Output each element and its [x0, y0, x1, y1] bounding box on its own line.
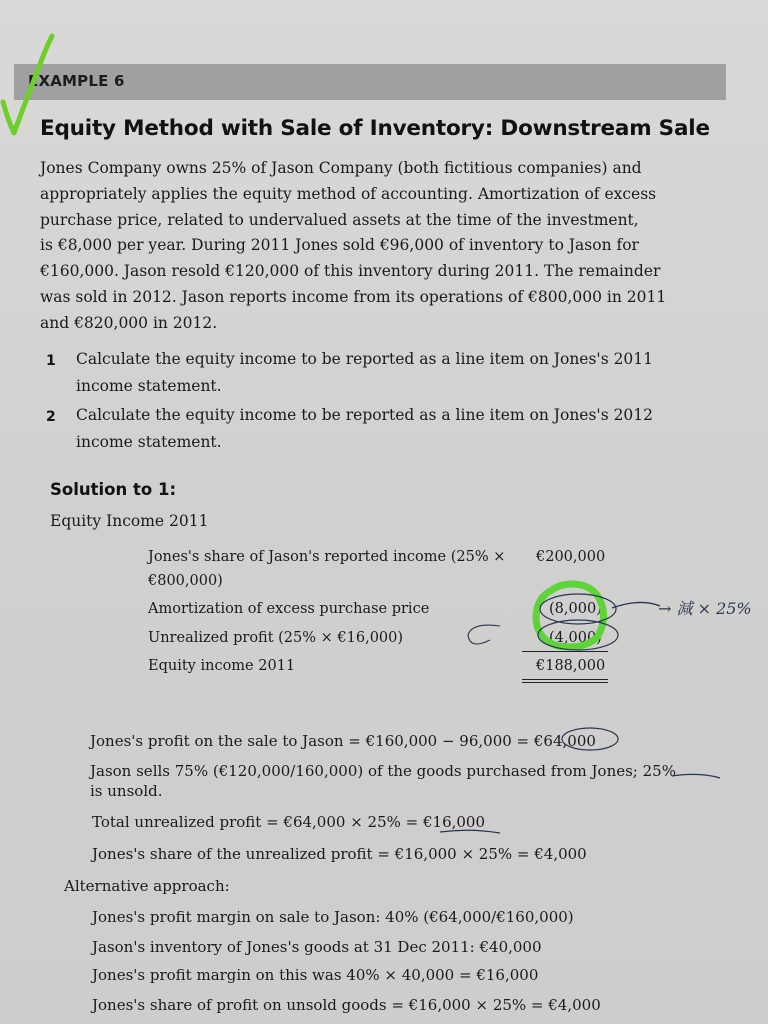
paragraph-line: appropriately applies the equity method of accounting. Amortization of excess	[40, 184, 657, 203]
total-double-rule	[522, 679, 608, 680]
note-line: Jones's share of profit on unsold goods = €16,000 × 25% = €4,000	[92, 996, 601, 1014]
table-row-label-cont: €800,000)	[148, 573, 223, 589]
note-line: Jones's profit on the sale to Jason = €160,000 − 96,000 = €64,000	[90, 732, 596, 750]
table-row-amount: €200,000	[536, 549, 606, 565]
note-line: is unsold.	[90, 782, 163, 800]
total-double-rule	[522, 682, 608, 683]
table-row-amount: €188,000	[536, 658, 606, 674]
paragraph-line: was sold in 2012. Jason reports income from its operations of €800,000 in 2011	[40, 287, 667, 306]
arrow-icon	[612, 602, 660, 608]
question-number: 2	[46, 409, 56, 425]
note-line: Total unrealized profit = €64,000 × 25% = €16,000	[92, 813, 486, 831]
note-line: Jones's profit margin on sale to Jason: 40% (€64,000/€160,000)	[92, 908, 574, 926]
table-row-amount: (8,000)	[549, 601, 602, 617]
alternative-heading: Alternative approach:	[64, 877, 230, 895]
table-row-label: Equity income 2011	[148, 658, 296, 674]
example-label: EXAMPLE 6	[28, 72, 125, 90]
pen-underline-icon	[672, 774, 720, 778]
question-text: Calculate the equity income to be reported as a line item on Jones's 2011 income statement.	[76, 350, 654, 395]
paragraph-line: is €8,000 per year. During 2011 Jones sold €96,000 of inventory to Jason for	[40, 236, 639, 255]
paragraph-line: purchase price, related to undervalued assets at the time of the investment,	[40, 210, 639, 229]
paragraph-line: Jones Company owns 25% of Jason Company (both fictitious companies) and	[40, 159, 642, 177]
paragraph-line: and €820,000 in 2012.	[40, 313, 218, 332]
solution-heading: Solution to 1:	[50, 480, 177, 499]
table-row-label: Jones's share of Jason's reported income (25% ×	[148, 549, 506, 565]
example-title: Equity Method with Sale of Inventory: Downstream Sale	[40, 116, 710, 141]
pen-scribble-icon	[468, 625, 500, 644]
note-line: Jason's inventory of Jones's goods at 31 Dec 2011: €40,000	[92, 938, 542, 956]
table-row-amount: (4,000)	[549, 630, 602, 646]
table-row-label: Unrealized profit (25% × €16,000)	[148, 630, 404, 646]
subtotal-rule	[522, 651, 608, 652]
question-text: Calculate the equity income to be reported as a line item on Jones's 2012 income statement.	[76, 406, 654, 451]
problem-paragraph	[40, 156, 708, 337]
table-row-label: Amortization of excess purchase price	[148, 601, 430, 617]
question-number: 1	[46, 353, 56, 369]
note-line: Jones's share of the unrealized profit = €16,000 × 25% = €4,000	[92, 845, 587, 863]
solution-subheading: Equity Income 2011	[50, 512, 209, 530]
paragraph-line: €160,000. Jason resold €120,000 of this inventory during 2011. The remainder	[40, 262, 661, 281]
handwritten-note: → 減 × 25%	[658, 599, 752, 618]
note-line: Jason sells 75% (€120,000/160,000) of the goods purchased from Jones; 25%	[90, 762, 676, 780]
note-line: Jones's profit margin on this was 40% × 40,000 = €16,000	[92, 966, 539, 984]
